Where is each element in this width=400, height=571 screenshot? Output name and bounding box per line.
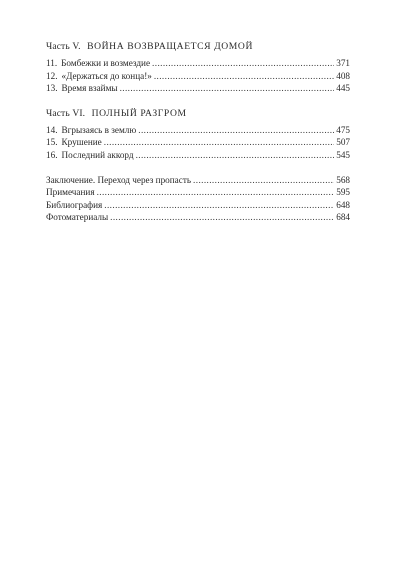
page-number: 475 [336, 124, 350, 135]
dot-leader [154, 70, 334, 83]
part-label: Часть V. [46, 41, 81, 52]
dot-leader [104, 136, 334, 149]
dot-leader [138, 124, 334, 137]
chapter-title: «Держаться до конца!» [61, 70, 152, 81]
page-number: 507 [336, 137, 350, 148]
page-number: 371 [336, 58, 350, 68]
toc-entry[interactable] [46, 70, 350, 83]
dot-leader [120, 82, 334, 95]
dot-leader [97, 186, 334, 199]
dot-leader [110, 211, 334, 224]
page-number: 595 [336, 187, 350, 198]
toc-entry[interactable] [46, 136, 350, 149]
chapter-title: Время взаймы [61, 83, 118, 94]
page-number: 408 [336, 70, 350, 81]
part-title: ПОЛНЫЙ РАЗГРОМ [91, 107, 187, 119]
chapter-number: 11. [46, 58, 58, 68]
chapter-number: 15. [46, 137, 58, 148]
section-title: Заключение. Переход через пропасть [46, 174, 192, 185]
dot-leader [152, 57, 334, 70]
toc-entry[interactable] [46, 149, 350, 162]
chapter-number: 16. [46, 149, 58, 160]
toc-entry[interactable] [46, 57, 350, 70]
chapter-number: 12. [46, 70, 58, 81]
back-matter-section [46, 174, 350, 224]
table-of-contents [46, 40, 350, 224]
chapter-number: 14. [46, 124, 58, 135]
page-number: 648 [336, 199, 350, 210]
chapter-title: Последний аккорд [61, 149, 134, 160]
toc-entry[interactable] [46, 124, 350, 137]
part-label: Часть VI. [46, 107, 86, 119]
page-number: 684 [336, 212, 350, 223]
chapter-title: Вгрызаясь в землю [61, 124, 137, 135]
section-title: Библиография [46, 199, 103, 210]
page-number: 568 [336, 174, 350, 185]
dot-leader [104, 199, 334, 212]
chapter-title: Крушение [61, 137, 102, 148]
dot-leader [136, 149, 334, 162]
toc-entry[interactable] [46, 174, 350, 187]
part-heading [46, 40, 350, 53]
page-number: 445 [336, 83, 350, 94]
chapter-number: 13. [46, 83, 58, 94]
part-title: ВОЙНА ВОЗВРАЩАЕТСЯ ДОМОЙ [87, 41, 253, 52]
toc-entry[interactable] [46, 186, 350, 199]
section-title: Примечания [46, 187, 95, 198]
part-heading [46, 107, 350, 120]
part-six-section [46, 107, 350, 162]
part-five-section [46, 40, 350, 95]
dot-leader [193, 174, 334, 187]
toc-entry[interactable] [46, 199, 350, 212]
page-number: 545 [336, 149, 350, 160]
toc-entry[interactable] [46, 211, 350, 224]
toc-entry[interactable] [46, 82, 350, 95]
chapter-title: Бомбежки и возмездие [61, 58, 151, 68]
section-title: Фотоматериалы [46, 212, 109, 223]
